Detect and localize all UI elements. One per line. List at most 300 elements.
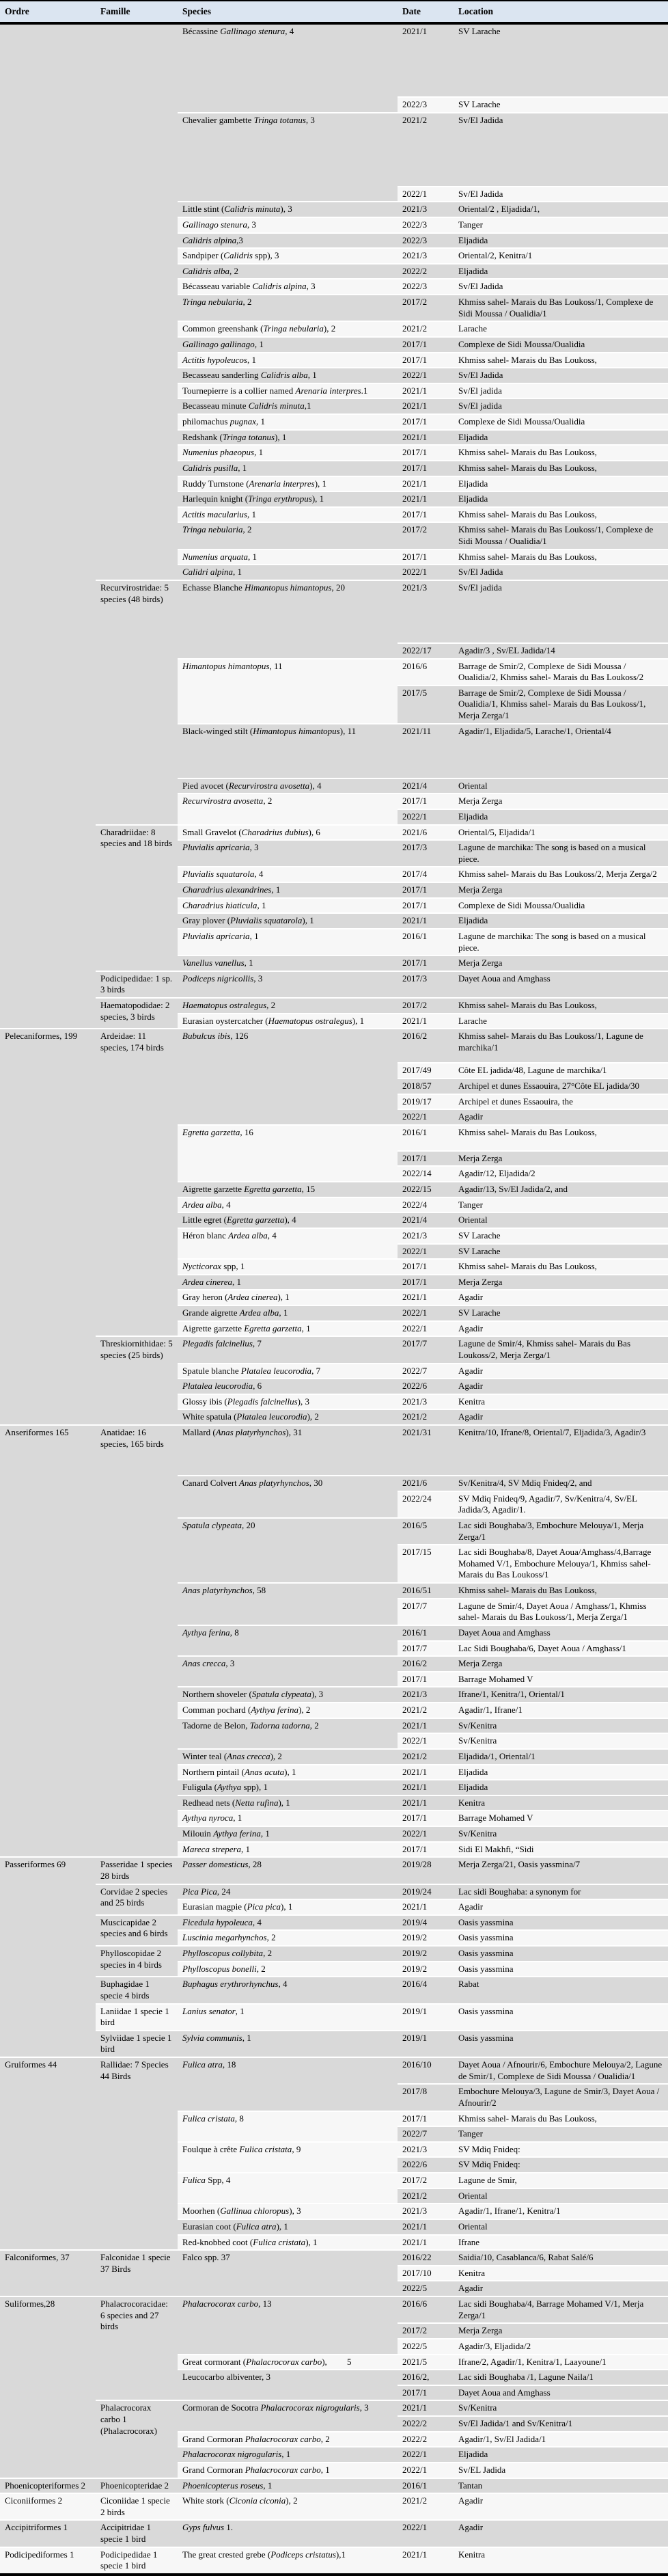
species-cell: Platalea leucorodia, 6: [178, 1379, 398, 1394]
date-cell: 2021/3: [398, 202, 454, 217]
date-cell: 2021/1: [398, 913, 454, 929]
date-cell: 2022/14: [398, 1166, 454, 1182]
table-body: [0, 23, 668, 2575]
location-cell: Complexe de Sidi Moussa/Oualidia: [454, 898, 668, 914]
date-cell: 2016/2: [398, 1029, 454, 1063]
location-cell: Barrage de Smir/2, Complexe de Sidi Moussa / Oualidia/2, Khmiss sahel- Marais du Bas Loukoss/2: [454, 659, 668, 686]
date-cell: 2022/7: [398, 2126, 454, 2142]
date-cell: 2021/4: [398, 1212, 454, 1228]
location-cell: Tanger: [454, 2126, 668, 2142]
date-cell: 2019/24: [398, 1884, 454, 1900]
species-cell: Redshank (Tringa totanus), 1: [178, 430, 398, 446]
location-cell: Oasis yassmina: [454, 1930, 668, 1946]
date-cell: 2022/5: [398, 2339, 454, 2355]
location-cell: Barrage Mohamed V: [454, 1672, 668, 1687]
location-cell: Khmiss sahel- Marais du Bas Loukoss/2, Merja Zerga/2: [454, 867, 668, 882]
date-cell: 2017/8: [398, 2084, 454, 2111]
location-cell: Sv/Kenitra/4, SV Mdiq Fnideq/2, and: [454, 1476, 668, 1491]
date-cell: 2016/4: [398, 1977, 454, 2003]
date-cell: 2021/1: [398, 430, 454, 446]
date-cell: 2017/2: [398, 522, 454, 549]
date-cell: 2017/1: [398, 550, 454, 565]
date-cell: 2022/2: [398, 2416, 454, 2432]
species-cell: Small Gravelot (Charadrius dubius), 6: [178, 825, 398, 841]
species-cell: Himantopus himantopus, 11: [178, 659, 398, 724]
famille-cell: Threskiornithidae: 5 species (25 birds): [96, 1336, 178, 1425]
species-cell: Passer domesticus, 28: [178, 1857, 398, 1884]
date-cell: 2021/1: [398, 398, 454, 414]
species-cell: Anas crecca, 3: [178, 1656, 398, 1687]
location-cell: Agadir: [454, 1379, 668, 1394]
location-cell: Oriental: [454, 2219, 668, 2235]
location-cell: Agadir/1, Ifrane/1, Kenitra/1: [454, 2204, 668, 2219]
location-cell: Khmiss sahel- Marais du Bas Loukoss/1, Complexe de Sidi Moussa / Oualidia/1: [454, 295, 668, 321]
location-cell: Khmiss sahel- Marais du Bas Loukoss,: [454, 445, 668, 461]
location-cell: Eljadida: [454, 1765, 668, 1780]
date-cell: 2016/5: [398, 1518, 454, 1545]
species-cell: Tadorne de Belon, Tadorna tadorna, 2: [178, 1718, 398, 1749]
location-cell: Eljadida: [454, 264, 668, 280]
date-cell: 2022/6: [398, 1379, 454, 1394]
location-cell: Eljadida: [454, 1780, 668, 1795]
famille-cell: Phoenicopteridae 2: [96, 2478, 178, 2494]
species-cell: Tringa nebularia, 2: [178, 522, 398, 549]
date-cell: 2022/1: [398, 368, 454, 383]
location-cell: SV Larache: [454, 1228, 668, 1244]
species-cell: Cormoran de Socotra Phalacrocorax nigrogularis, 3: [178, 2400, 398, 2431]
table-row: [0, 998, 668, 1014]
table-row: [0, 1977, 668, 2003]
location-cell: Ifrane: [454, 2235, 668, 2251]
location-cell: Kenitra: [454, 2266, 668, 2281]
location-cell: Khmiss sahel- Marais du Bas Loukoss,: [454, 353, 668, 368]
location-cell: Oriental/2 , Eljadida/1,: [454, 202, 668, 217]
location-cell: Agadir: [454, 1321, 668, 1337]
date-cell: 2017/1: [398, 461, 454, 476]
ordre-cell: Passeriformes 69: [0, 1857, 96, 2057]
location-cell: Sv/EL Jadida: [454, 2463, 668, 2478]
species-cell: Grand Cormoran Phalacrocorax carbo, 2: [178, 2432, 398, 2448]
species-cell: Buphagus erythrorhynchus, 4: [178, 1977, 398, 2003]
date-cell: 2021/1: [398, 2547, 454, 2575]
date-cell: 2018/57: [398, 1079, 454, 1094]
famille-cell: Laniidae 1 specie 1 bird: [96, 2004, 178, 2031]
date-cell: 2021/2: [398, 2188, 454, 2204]
famille-cell: Haematopodidae: 2 species, 3 birds: [96, 998, 178, 1029]
location-cell: Lac sidi Boughaba/8, Dayet Aoua/Amghass/4,Barrage Mohamed V/1, Embochure Melouya/1, Khmiss sahel- Marais du Bas Loukoss/1: [454, 1545, 668, 1583]
species-cell: White stork (Ciconia ciconia), 2: [178, 2493, 398, 2520]
species-cell: Spatule blanche Platalea leucorodia, 7: [178, 1364, 398, 1379]
location-cell: Khmiss sahel- Marais du Bas Loukoss,: [454, 2111, 668, 2127]
column-header-location: Location: [454, 1, 668, 23]
date-cell: 2021/11: [398, 724, 454, 778]
species-cell: Vanellus vanellus, 1: [178, 955, 398, 971]
date-cell: 2021/6: [398, 825, 454, 841]
date-cell: 2022/1: [398, 187, 454, 202]
location-cell: SV Larache: [454, 1305, 668, 1321]
table-row: [0, 1884, 668, 1900]
location-cell: Embochure Melouya/3, Lagune de Smir/3, Dayet Aoua / Afnourir/2: [454, 2084, 668, 2111]
famille-cell: Rallidae: 7 Species 44 Birds: [96, 2057, 178, 2250]
species-cell: Pica Pica, 24: [178, 1884, 398, 1900]
species-cell: Ruddy Turnstone (Arenaria interpres), 1: [178, 476, 398, 492]
date-cell: 2017/1: [398, 337, 454, 353]
date-cell: 2021/2: [398, 2493, 454, 2520]
species-cell: Milouin Aythya ferina, 1: [178, 1826, 398, 1842]
location-cell: Agadir/13, Sv/El Jadida/2, and: [454, 1182, 668, 1197]
date-cell: 2022/7: [398, 1364, 454, 1379]
table-row: [0, 2031, 668, 2057]
species-cell: Common greenshank (Tringa nebularia), 2: [178, 321, 398, 337]
location-cell: Lac sidi Boughaba/4, Barrage Mohamed V/1, Merja Zerga/1: [454, 2296, 668, 2323]
species-cell: Calidris alpina,3: [178, 233, 398, 249]
date-cell: 2017/2: [398, 2173, 454, 2188]
location-cell: Khmiss sahel- Marais du Bas Loukoss,: [454, 1583, 668, 1599]
date-cell: 2017/15: [398, 1545, 454, 1583]
date-cell: 2021/3: [398, 2204, 454, 2219]
date-cell: 2017/1: [398, 1811, 454, 1826]
location-cell: SV Larache: [454, 1244, 668, 1260]
species-cell: Grande aigrette Ardea alba, 1: [178, 1305, 398, 1321]
species-cell: Moorhen (Gallinua chloropus), 3: [178, 2204, 398, 2219]
location-cell: Eljadida/1, Oriental/1: [454, 1749, 668, 1765]
table-row: [0, 971, 668, 998]
species-cell: Pluvialis apricaria, 1: [178, 929, 398, 955]
location-cell: Khmiss sahel- Marais du Bas Loukoss/1, Complexe de Sidi Moussa / Oualidia/1: [454, 522, 668, 549]
species-cell: Gray plover (Pluvialis squatarola), 1: [178, 913, 398, 929]
date-cell: 2021/3: [398, 580, 454, 643]
date-cell: 2016/1: [398, 1125, 454, 1151]
date-cell: 2021/3: [398, 248, 454, 264]
species-cell: Mareca strepera, 1: [178, 1842, 398, 1858]
species-cell: Red-knobbed coot (Fulica cristata), 1: [178, 2235, 398, 2251]
date-cell: 2016/22: [398, 2250, 454, 2266]
species-cell: The great crested grebe (Podiceps cristatus),1: [178, 2547, 398, 2575]
date-cell: 2021/1: [398, 2400, 454, 2416]
species-cell: Actitis hypoleucos, 1: [178, 353, 398, 368]
date-cell: 2017/1: [398, 507, 454, 523]
date-cell: 2017/2: [398, 998, 454, 1014]
date-cell: 2019/2: [398, 1930, 454, 1946]
date-cell: 2017/1: [398, 2111, 454, 2127]
location-cell: Agadir: [454, 1109, 668, 1125]
date-cell: 2017/2: [398, 295, 454, 321]
location-cell: Agadir: [454, 1364, 668, 1379]
location-cell: Lac sidi Boughaba /1, Lagune Naila/1: [454, 2370, 668, 2385]
species-cell: Gray heron (Ardea cinerea), 1: [178, 1290, 398, 1305]
column-header-famille: Famille: [96, 1, 178, 23]
location-cell: Dayet Aoua and Amghass: [454, 1625, 668, 1641]
date-cell: 2021/2: [398, 1409, 454, 1425]
location-cell: Archipel et dunes Essaouira, the: [454, 1094, 668, 1110]
famille-cell: Phylloscopidae 2 species in 4 birds: [96, 1946, 178, 1977]
location-cell: Oasis yassmina: [454, 2031, 668, 2057]
species-cell: Pied avocet (Recurvirostra avosetta), 4: [178, 778, 398, 794]
date-cell: 2022/17: [398, 643, 454, 659]
date-cell: 2021/3: [398, 2142, 454, 2158]
table-row: [0, 2547, 668, 2575]
table-row: [0, 1915, 668, 1931]
date-cell: 2016/2,: [398, 2370, 454, 2385]
species-cell: Actitis macularius, 1: [178, 507, 398, 523]
date-cell: 2017/5: [398, 686, 454, 724]
location-cell: Lac sidi Boughaba/3, Embochure Melouya/1, Merja Zerga/1: [454, 1518, 668, 1545]
date-cell: 2021/1: [398, 1765, 454, 1780]
species-cell: Echasse Blanche Himantopus himantopus, 20: [178, 580, 398, 659]
famille-cell: Anatidae: 16 species, 165 birds: [96, 1425, 178, 1857]
species-cell: Luscinia megarhynchos, 2: [178, 1930, 398, 1946]
table-row: [0, 1336, 668, 1363]
date-cell: 2017/2: [398, 2323, 454, 2339]
location-cell: Ifrane/1, Kenitra/1, Oriental/1: [454, 1687, 668, 1703]
date-cell: 2022/1: [398, 1826, 454, 1842]
date-cell: 2017/1: [398, 1275, 454, 1290]
location-cell: Lagune de Smir/4, Dayet Aoua / Amghass/1, Khmiss sahel- Marais du Bas Loukoss/1, Merja Zerga/1: [454, 1599, 668, 1625]
location-cell: Dayet Aoua and Amghass: [454, 971, 668, 998]
location-cell: Barrage de Smir/2, Complexe de Sidi Moussa / Oualidia/1, Khmiss sahel- Marais du Bas Loukoss/1, Merja Zerga/1: [454, 686, 668, 724]
date-cell: 2022/1: [398, 2447, 454, 2463]
date-cell: 2016/51: [398, 1583, 454, 1599]
ordre-cell: Ciconiiformes 2: [0, 2493, 96, 2520]
location-cell: Agadir/1, Eljadida/5, Larache/1, Oriental/4: [454, 724, 668, 778]
date-cell: 2017/1: [398, 353, 454, 368]
species-cell: Numenius arquata, 1: [178, 550, 398, 565]
species-cell: Calidri alpina, 1: [178, 565, 398, 580]
location-cell: Agadir: [454, 2520, 668, 2547]
table-row: [0, 2493, 668, 2520]
date-cell: 2022/1: [398, 1321, 454, 1337]
location-cell: Kenitra/10, Ifrane/8, Oriental/7, Eljadida/3, Agadir/3: [454, 1425, 668, 1476]
location-cell: Sv/El Jadida: [454, 187, 668, 202]
date-cell: 2021/2: [398, 321, 454, 337]
date-cell: 2016/1: [398, 2478, 454, 2494]
species-cell: Héron blanc Ardea alba, 4: [178, 1228, 398, 1259]
location-cell: Larache: [454, 321, 668, 337]
species-cell: Fulica Spp, 4: [178, 2173, 398, 2204]
column-header-ordre: Ordre: [0, 1, 96, 23]
species-cell: Gallinago gallinago, 1: [178, 337, 398, 353]
date-cell: 2019/1: [398, 2004, 454, 2031]
location-cell: Larache: [454, 1014, 668, 1029]
date-cell: 2017/7: [398, 1336, 454, 1363]
species-cell: philomachus pugnax, 1: [178, 414, 398, 430]
species-cell: Fuligula (Aythya spp), 1: [178, 1780, 398, 1795]
location-cell: Complexe de Sidi Moussa/Oualidia: [454, 414, 668, 430]
date-cell: 2022/3: [398, 97, 454, 113]
date-cell: 2017/4: [398, 867, 454, 882]
species-cell: Leucocarbo albiventer, 3: [178, 2370, 398, 2400]
species-cell: Little stint (Calidris minuta), 3: [178, 202, 398, 217]
location-cell: SV Larache: [454, 23, 668, 97]
location-cell: Sv/Kenitra: [454, 1718, 668, 1734]
date-cell: 2016/6: [398, 2296, 454, 2323]
location-cell: Sv/El jadida: [454, 398, 668, 414]
species-cell: Bécasseau variable Calidris alpina, 3: [178, 279, 398, 295]
species-cell: Northern shoveler (Spatula clypeata), 3: [178, 1687, 398, 1703]
famille-cell: Buphagidae 1 specie 4 birds: [96, 1977, 178, 2003]
date-cell: 2017/1: [398, 882, 454, 898]
location-cell: Khmiss sahel- Marais du Bas Loukoss,: [454, 507, 668, 523]
date-cell: 2017/1: [398, 955, 454, 971]
location-cell: Agadir: [454, 2493, 668, 2520]
famille-cell: Ciconiidae 1 specie 2 birds: [96, 2493, 178, 2520]
table-row: [0, 580, 668, 643]
table-row: [0, 2250, 668, 2266]
location-cell: Dayet Aoua and Amghass: [454, 2385, 668, 2401]
table-row: [0, 2400, 668, 2416]
species-cell: Calidris alba, 2: [178, 264, 398, 280]
date-cell: 2021/1: [398, 1718, 454, 1734]
location-cell: Lac sidi Boughaba: a synonym for: [454, 1884, 668, 1900]
location-cell: Tanger: [454, 217, 668, 233]
location-cell: Sv/El Jadida: [454, 565, 668, 580]
table-header: [0, 1, 668, 23]
famille-cell: Falconidae 1 specie 37 Birds: [96, 2250, 178, 2296]
location-cell: Ifrane/2, Agadir/1, Kenitra/1, Laayoune/1: [454, 2355, 668, 2370]
species-cell: Aythya ferina, 8: [178, 1625, 398, 1656]
date-cell: 2021/1: [398, 2235, 454, 2251]
species-cell: Charadrius alexandrines, 1: [178, 882, 398, 898]
date-cell: 2019/28: [398, 1857, 454, 1884]
famille-cell: Podicipedidae 1 specie 1 bird: [96, 2547, 178, 2575]
famille-cell: Sylviidae 1 specie 1 bird: [96, 2031, 178, 2057]
species-cell: Eurasian oystercatcher (Haematopus ostralegus), 1: [178, 1014, 398, 1029]
location-cell: Barrage Mohamed V: [454, 1811, 668, 1826]
famille-cell: Recurvirostridae: 5 species (48 birds): [96, 580, 178, 825]
location-cell: Agadir/12, Eljadida/2: [454, 1166, 668, 1182]
ordre-cell: Anseriformes 165: [0, 1425, 96, 1857]
date-cell: 2017/1: [398, 1672, 454, 1687]
date-cell: 2021/6: [398, 1476, 454, 1491]
location-cell: Merja Zerga: [454, 1275, 668, 1290]
column-header-date: Date: [398, 1, 454, 23]
date-cell: 2021/31: [398, 1425, 454, 1476]
location-cell: Agadir: [454, 2281, 668, 2296]
date-cell: 2022/1: [398, 565, 454, 580]
species-cell: Eurasian magpie (Pica pica), 1: [178, 1899, 398, 1915]
species-cell: Mallard (Anas platyrhynchos), 31: [178, 1425, 398, 1476]
date-cell: 2022/1: [398, 2520, 454, 2547]
species-cell: Sandpiper (Calidris spp), 3: [178, 248, 398, 264]
species-cell: Canard Colvert Anas platyrhynchos, 30: [178, 1476, 398, 1518]
species-cell: Redhead nets (Netta rufina), 1: [178, 1795, 398, 1811]
date-cell: 2017/10: [398, 2266, 454, 2281]
date-cell: 2022/24: [398, 1491, 454, 1518]
location-cell: Sv/Kenitra: [454, 2400, 668, 2416]
famille-cell: Charadriidae: 8 species and 18 birds: [96, 825, 178, 971]
ordre-cell: Falconiformes, 37: [0, 2250, 96, 2296]
date-cell: 2017/1: [398, 898, 454, 914]
location-cell: Agadir/3 , Sv/EL Jadida/14: [454, 643, 668, 659]
date-cell: 2021/4: [398, 778, 454, 794]
location-cell: Oriental: [454, 2188, 668, 2204]
famille-cell: Accipitridae 1 specie 1 bird: [96, 2520, 178, 2547]
species-cell: Becasseau minute Calidris minuta,1: [178, 398, 398, 414]
location-cell: Oasis yassmina: [454, 2004, 668, 2031]
species-cell: Tournepierre is a collier named Arenaria interpres.1: [178, 383, 398, 399]
table-row: [0, 2057, 668, 2084]
location-cell: Khmiss sahel- Marais du Bas Loukoss,: [454, 550, 668, 565]
location-cell: Dayet Aoua / Afnourir/6, Embochure Melouya/2, Lagune de Smir/1, Complexe de Sidi Moussa / Oualidia/1: [454, 2057, 668, 2084]
ordre-cell: Suliformes,28: [0, 2296, 96, 2478]
famille-cell: Muscicapidae 2 species and 6 birds: [96, 1915, 178, 1946]
species-cell: Fulica cristata, 8: [178, 2111, 398, 2142]
location-cell: Oriental/2, Kenitra/1: [454, 248, 668, 264]
location-cell: Rabat: [454, 1977, 668, 2003]
date-cell: 2017/1: [398, 794, 454, 809]
species-cell: Tringa nebularia, 2: [178, 295, 398, 321]
location-cell: Oriental: [454, 1212, 668, 1228]
species-cell: Plegadis falcinellus, 7: [178, 1336, 398, 1363]
species-cell: Ardea cinerea, 1: [178, 1275, 398, 1290]
date-cell: 2017/49: [398, 1063, 454, 1079]
location-cell: Agadir: [454, 1290, 668, 1305]
species-cell: Foulque à crête Fulica cristata, 9: [178, 2142, 398, 2173]
species-cell: Numenius phaeopus, 1: [178, 445, 398, 461]
ordre-cell: Pelecaniformes, 199: [0, 1029, 96, 1425]
species-cell: Phylloscopus collybita, 2: [178, 1946, 398, 1962]
location-cell: Oriental: [454, 778, 668, 794]
ordre-cell: Accipitriformes 1: [0, 2520, 96, 2547]
date-cell: 2019/17: [398, 1094, 454, 1110]
species-cell: Black-winged stilt (Himantopus himantopus), 11: [178, 724, 398, 778]
date-cell: 2017/1: [398, 1259, 454, 1275]
date-cell: 2021/1: [398, 1290, 454, 1305]
location-cell: Khmiss sahel- Marais du Bas Loukoss,: [454, 1259, 668, 1275]
species-cell: Ficedula hypoleuca, 4: [178, 1915, 398, 1931]
species-cell: Phoenicopterus roseus, 1: [178, 2478, 398, 2494]
species-cell: Pluvialis squatarola, 4: [178, 867, 398, 882]
location-cell: Agadir: [454, 1899, 668, 1915]
date-cell: 2021/1: [398, 1780, 454, 1795]
species-cell: Ardea alba, 4: [178, 1197, 398, 1213]
species-cell: Great cormorant (Phalacrocorax carbo), 5: [178, 2355, 398, 2370]
table-row: [0, 2520, 668, 2547]
date-cell: 2022/1: [398, 1733, 454, 1749]
species-cell: Aigrette garzette Egretta garzetta, 15: [178, 1182, 398, 1197]
date-cell: 2021/1: [398, 23, 454, 97]
location-cell: Côte EL jadida/48, Lagune de marchika/1: [454, 1063, 668, 1079]
date-cell: 2021/1: [398, 491, 454, 507]
species-cell: Aythya nyroca, 1: [178, 1811, 398, 1826]
location-cell: Kenitra: [454, 1394, 668, 1410]
famille-cell: Phalacrocorax carbo 1 (Phalacrocorax): [96, 2400, 178, 2478]
date-cell: 2022/2: [398, 264, 454, 280]
location-cell: Sv/El Jadida: [454, 113, 668, 187]
species-cell: Haematopus ostralegus, 2: [178, 998, 398, 1014]
date-cell: 2021/1: [398, 1899, 454, 1915]
date-cell: 2022/3: [398, 217, 454, 233]
location-cell: Sv/El Jadida: [454, 368, 668, 383]
famille-cell: Corvidae 2 species and 25 birds: [96, 1884, 178, 1915]
location-cell: Sv/El Jadida: [454, 279, 668, 295]
location-cell: Merja Zerga: [454, 955, 668, 971]
location-cell: Saidia/10, Casablanca/6, Rabat Salé/6: [454, 2250, 668, 2266]
location-cell: Lagune de marchika: The song is based on a musical piece.: [454, 929, 668, 955]
date-cell: 2021/5: [398, 2355, 454, 2370]
date-cell: 2017/3: [398, 971, 454, 998]
ordre-cell: Phoenicopteriformes 2: [0, 2478, 96, 2494]
date-cell: 2017/1: [398, 1151, 454, 1167]
ordre-cell: [0, 23, 96, 1029]
species-cell: Phalacrocorax carbo, 13: [178, 2296, 398, 2355]
date-cell: 2021/2: [398, 113, 454, 187]
location-cell: Eljadida: [454, 430, 668, 446]
date-cell: 2016/2: [398, 1656, 454, 1672]
table-row: [0, 23, 668, 97]
date-cell: 2022/6: [398, 2157, 454, 2173]
location-cell: Sv/El jadida: [454, 383, 668, 399]
